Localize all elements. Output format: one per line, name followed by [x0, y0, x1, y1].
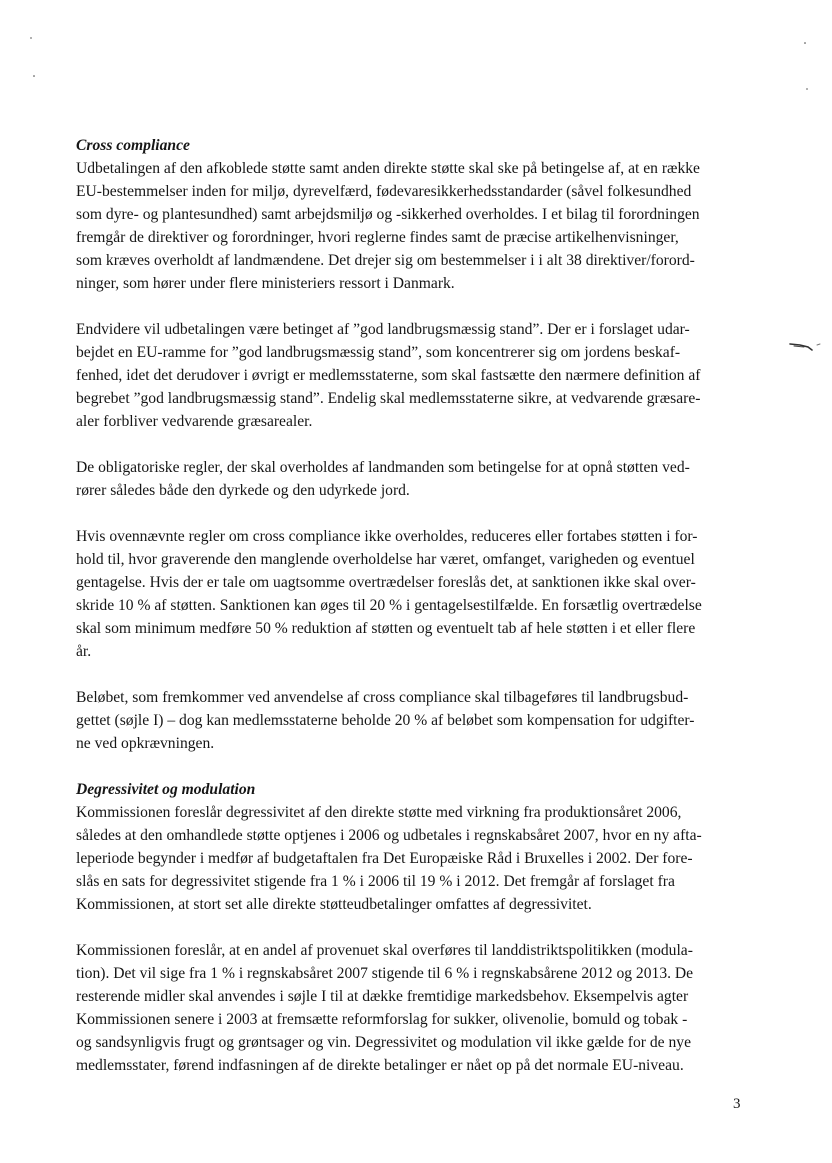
- section-heading: Cross compliance: [76, 137, 190, 154]
- scan-speck: [33, 75, 35, 77]
- scan-speck: [804, 42, 806, 44]
- text-line: fremgår de direktiver og forordninger, hvori reglerne findes samt de præcise artikelhenvisninger,: [76, 229, 679, 246]
- text-line: Udbetalingen af den afkoblede støtte samt anden direkte støtte skal ske på betingelse af, at en række: [76, 160, 700, 177]
- text-line: rører således både den dyrkede og den udyrkede jord.: [76, 482, 410, 499]
- paragraph: [76, 456, 758, 502]
- text-line: Beløbet, som fremkommer ved anvendelse af cross compliance skal tilbageføres til landbrugsbud-: [76, 689, 689, 706]
- text-line: ne ved opkrævningen.: [76, 735, 215, 752]
- text-line: fenhed, idet det derudover i øvrigt er medlemsstaterne, som skal fastsætte den nærmere definition af: [76, 367, 701, 384]
- text-line: år.: [76, 643, 92, 660]
- text-line: Endvidere vil udbetalingen være betinget af ”god landbrugsmæssig stand”. Der er i forslaget udar-: [76, 321, 690, 338]
- document-body: [76, 134, 758, 1077]
- text-line: aler forbliver vedvarende græsarealer.: [76, 413, 313, 430]
- text-line: leperiode begynder i medfør af budgetaftalen fra Det Europæiske Råd i Bruxelles i 2002. Der fore-: [76, 850, 693, 867]
- text-line: Kommissionen, at stort set alle direkte støtteudbetalinger omfattes af degressivitet.: [76, 896, 592, 913]
- scan-speck: [806, 88, 808, 90]
- paragraph: [76, 318, 758, 433]
- paragraph: [76, 525, 758, 663]
- text-line: bejdet en EU-ramme for ”god landbrugsmæssig stand”, som koncentrerer sig om jordens beskaf-: [76, 344, 681, 361]
- section-degressivity: [76, 778, 758, 1077]
- paragraph: [76, 686, 758, 755]
- text-line: og sandsynligvis frugt og grøntsager og vin. Degressivitet og modulation vil ikke gælde for de nye: [76, 1034, 691, 1051]
- text-line: tion). Det vil sige fra 1 % i regnskabsåret 2007 stigende til 6 % i regnskabsårene 2012 og 2013. De: [76, 965, 694, 982]
- text-line: De obligatoriske regler, der skal overholdes af landmanden som betingelse for at opnå støtten ved-: [76, 459, 690, 476]
- text-line: gentagelse. Hvis der er tale om uagtsomme overtrædelser foreslås det, at sanktionen ikke skal over-: [76, 574, 696, 591]
- text-line: resterende midler skal anvendes i søjle I til at dække fremtidige markedsbehov. Eksempelvis agter: [76, 988, 689, 1005]
- scan-speck: [30, 37, 32, 39]
- text-line: medlemsstater, førend indfasningen af de direkte betalinger er nået op på det normale EU-niveau.: [76, 1057, 684, 1074]
- text-line: Hvis ovennævnte regler om cross compliance ikke overholdes, reduceres eller fortabes støtten i for-: [76, 528, 698, 545]
- paragraph: [76, 801, 758, 916]
- page-number: 3: [733, 1096, 741, 1112]
- text-line: som dyre- og plantesundhed) samt arbejdsmiljø og -sikkerhed overholdes. I et bilag til forordningen: [76, 206, 700, 223]
- section-heading: Degressivitet og modulation: [76, 781, 256, 798]
- text-line: slås en sats for degressivitet stigende fra 1 % i 2006 til 19 % i 2012. Det fremgår af forslaget fra: [76, 873, 675, 890]
- paragraph: [76, 939, 758, 1077]
- text-line: som kræves overholdt af landmændene. Det drejer sig om bestemmelser i i alt 38 direktiver/forord-: [76, 252, 695, 269]
- text-line: skal som minimum medføre 50 % reduktion af støtten og eventuelt tab af hele støtten i et eller flere: [76, 620, 696, 637]
- text-line: således at den omhandlede støtte optjenes i 2006 og udbetales i regnskabsåret 2007, hvor en ny afta-: [76, 827, 702, 844]
- text-line: Kommissionen senere i 2003 at fremsætte reformforslag for sukker, olivenolie, bomuld og tobak -: [76, 1011, 688, 1028]
- text-line: skride 10 % af støtten. Sanktionen kan øges til 20 % i gentagelsestilfælde. En forsætlig overtrædelse: [76, 597, 702, 614]
- text-line: hold til, hvor graverende den manglende overholdelse har været, omfanget, varigheden og eventuel: [76, 551, 695, 568]
- text-line: Kommissionen foreslår, at en andel af provenuet skal overføres til landdistriktspolitikken (modula-: [76, 942, 693, 959]
- text-line: begrebet ”god landbrugsmæssig stand”. Endelig skal medlemsstaterne sikre, at vedvarende græsare-: [76, 390, 701, 407]
- section-cross-compliance: [76, 134, 758, 755]
- text-line: gettet (søjle I) – dog kan medlemsstaterne beholde 20 % af beløbet som kompensation for udgifter-: [76, 712, 695, 729]
- text-line: ninger, som hører under flere ministeriers ressort i Danmark.: [76, 275, 455, 292]
- paragraph: [76, 157, 758, 295]
- margin-pen-mark: [788, 338, 822, 354]
- text-line: Kommissionen foreslår degressivitet af den direkte støtte med virkning fra produktionsåret 2006,: [76, 804, 682, 821]
- text-line: EU-bestemmelser inden for miljø, dyrevelfærd, fødevaresikkerhedsstandarder (såvel folkesundhed: [76, 183, 692, 200]
